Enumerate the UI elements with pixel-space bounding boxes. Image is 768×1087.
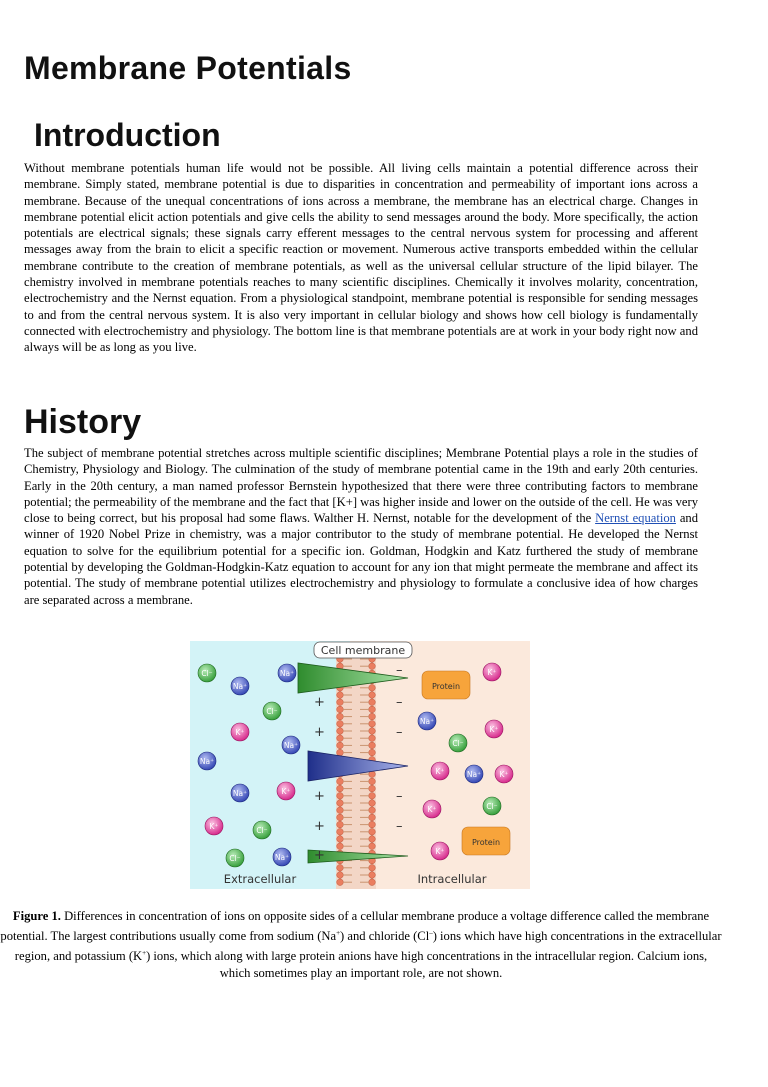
- svg-text:Na⁺: Na⁺: [279, 669, 295, 678]
- membrane-diagram: [190, 641, 530, 889]
- history-text-2: and winner of 1920 Nobel Prize in chemistry, was a major contributor to the study of membrane potential. He developed the Nernst equation to solve for the equilibrium potential for a specific ion. Goldman, Hodgkin and Katz furthered the study of membrane potential by developing the Goldman-Hodgkin-Katz equation to account for any ion that might permeate the membrane and affect its potential. The study of membrane potential utilizes electrochemistry and physiology to formulate a conclusive idea of how charges are separated across a membrane.: [24, 511, 699, 607]
- svg-text:Na⁺: Na⁺: [232, 682, 248, 691]
- svg-text:+: +: [314, 819, 325, 834]
- na-ion: [418, 712, 436, 730]
- k-ion: [423, 800, 441, 818]
- history-heading: History: [24, 403, 142, 441]
- svg-text:K⁺: K⁺: [435, 767, 445, 776]
- caption-label: Figure 1.: [12, 909, 61, 923]
- svg-text:+: +: [314, 789, 325, 804]
- history-text-1: The subject of membrane potential stretches across multiple scientific disciplines; Membrane Potential plays a role in the studies of Chemistry, Physiology and Biology. The culmination of the study of membrane potential came in the 19th and early 20th centuries. Early in the 20th century, a man named professor Bernstein hypothesized that there were three contributing factors to membrane potential; the permeability of the membrane and the fact that [K+] was higher inside and lower on the outside of the cell. He was very close to being correct, but his proposal had some flaws. Walther H. Nernst, notable for the development of the: [24, 446, 698, 526]
- k-ion: [205, 817, 223, 835]
- cl-ion: [263, 702, 281, 720]
- cl-ion: [226, 849, 244, 867]
- svg-text:+: +: [314, 695, 325, 710]
- svg-text:K⁺: K⁺: [435, 847, 445, 856]
- svg-text:K⁺: K⁺: [489, 725, 499, 734]
- k-ion: [495, 765, 513, 783]
- na-ion: [278, 664, 296, 682]
- introduction-paragraph: Without membrane potentials human life would not be possible. All living cells maintain a potential difference across their membrane. Simply stated, membrane potential is due to disparities in concentration and permeability of important ions across a membrane. Because of the unequal concentrations of ions across a membrane, the membrane has an electrical charge. Changes in membrane potential elicit action potentials and give cells the ability to send messages around the body. More specifically, the action potentials are electrical signals; these signals carry efferent messages to the central nervous system for processing and afferent messages away from the brain to elicit a specific reaction or movement. Numerous active transports embedded within the cellular membrane contribute to the creation of membrane potentials, as well as the universal cellular structure of the lipid bilayer. The chemistry involved in membrane potentials reaches to many scientific disciplines. Chemically it involves molarity, concentration, electrochemistry and the Nernst equation. From a physiological standpoint, membrane potential is responsible for sending messages to and from the central nervous system. It is also very important in cellular biology and shows how cell biology is fundamentally connected with electrochemistry and physiology. The bottom line is that membrane potentials are at work in your body right now and always will be as long as you live.: [24, 161, 698, 355]
- svg-text:Protein: Protein: [431, 682, 461, 691]
- svg-text:Protein: Protein: [471, 838, 501, 847]
- na-ion: [282, 736, 300, 754]
- introduction-heading: Introduction: [34, 117, 221, 153]
- svg-text:Cl⁻: Cl⁻: [256, 826, 268, 835]
- svg-text:K⁺: K⁺: [499, 770, 509, 779]
- k-ion: [431, 842, 449, 860]
- svg-text:Na⁺: Na⁺: [232, 789, 248, 798]
- na-ion: [273, 848, 291, 866]
- figure-caption: Figure 1. Differences in concentration of ions on opposite sides of a cellular membrane produce a voltage difference called the membrane potential. The largest contributions usually come from sodium (Na+) and chloride (Cl–) ions which have high concentrations in the extracellular region, and potassium (K+) ions, which along with large protein anions have high concentrations in the intracellular region. Calcium ions, which sometimes play an important role, are not shown.: [0, 909, 722, 981]
- svg-text:–: –: [396, 789, 403, 804]
- svg-text:Cl⁻: Cl⁻: [486, 802, 498, 811]
- na-ion: [465, 765, 483, 783]
- cell-membrane-label: Cell membrane: [320, 644, 406, 657]
- svg-text:K⁺: K⁺: [281, 787, 291, 796]
- svg-text:K⁺: K⁺: [209, 822, 219, 831]
- svg-text:–: –: [396, 663, 403, 678]
- svg-text:–: –: [396, 695, 403, 710]
- svg-text:Cl⁻: Cl⁻: [229, 854, 241, 863]
- nernst-equation-link[interactable]: Nernst equation: [595, 511, 676, 526]
- na-ion: [231, 677, 249, 695]
- svg-text:K⁺: K⁺: [427, 805, 437, 814]
- svg-text:Na⁺: Na⁺: [419, 717, 435, 726]
- na-ion: [198, 752, 216, 770]
- k-ion: [231, 723, 249, 741]
- svg-text:+: +: [314, 848, 325, 863]
- cl-ion: [483, 797, 501, 815]
- k-ion: [485, 720, 503, 738]
- svg-text:Na⁺: Na⁺: [199, 757, 215, 766]
- membrane-figure: [190, 641, 530, 889]
- svg-text:+: +: [314, 725, 325, 740]
- svg-text:Na⁺: Na⁺: [466, 770, 482, 779]
- svg-text:–: –: [396, 725, 403, 740]
- k-ion: [431, 762, 449, 780]
- svg-text:–: –: [396, 819, 403, 834]
- history-paragraph: [24, 445, 698, 608]
- svg-text:Cl⁻: Cl⁻: [266, 707, 278, 716]
- cl-ion: [253, 821, 271, 839]
- svg-text:K⁺: K⁺: [235, 728, 245, 737]
- na-ion: [231, 784, 249, 802]
- cl-ion: [449, 734, 467, 752]
- document-title: Membrane Potentials: [24, 50, 352, 86]
- cl-ion: [198, 664, 216, 682]
- svg-text:Na⁺: Na⁺: [274, 853, 290, 862]
- k-ion: [483, 663, 501, 681]
- svg-text:Cl⁻: Cl⁻: [452, 739, 464, 748]
- svg-text:Cl⁻: Cl⁻: [201, 669, 213, 678]
- svg-text:Na⁺: Na⁺: [283, 741, 299, 750]
- extracellular-label: Extracellular: [223, 872, 297, 886]
- intracellular-label: Intracellular: [417, 872, 487, 886]
- svg-text:K⁺: K⁺: [487, 668, 497, 677]
- k-ion: [277, 782, 295, 800]
